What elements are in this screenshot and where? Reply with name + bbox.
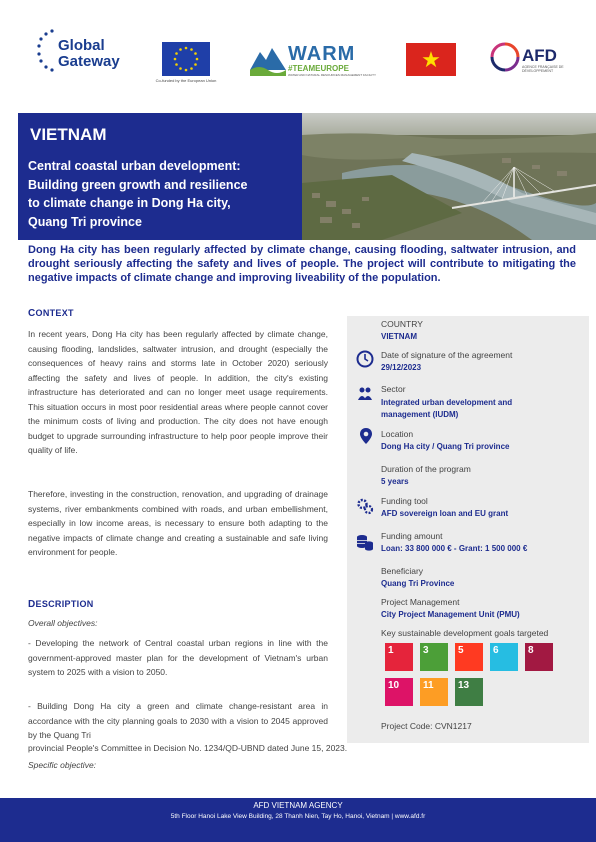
context-heading-cap: C [28,308,36,319]
star-ring-icon [36,28,58,72]
gears-icon [356,497,374,515]
date-label: Date of signature of the agreement [381,350,513,360]
context-paragraph-1: In recent years, Dong Ha city has been regularly affected by climate change, causing flooding, landslides, saltwater intrusion, and drought (especially the consequences of heavy rains and storms late in October 2020) seriously affecting the safety and lives of people. In addition, the city's existing infrastructure has deteriorated and can no longer meet usage requirements. This situation occurs in most poor residential areas where people cannot cover the minimum costs of living and production. The city does not have enough budget to upgrade surrounding infrastructure to help poor people improve their quality of life. [28,329,328,455]
warm-title: WARM [288,43,356,65]
overall-objectives-label: Overall objectives: [28,618,98,628]
project-management-label: Project Management [381,597,460,607]
description-heading [28,599,94,610]
funding-amount-value: Loan: 33 800 000 € - Grant: 1 500 000 € [381,544,528,553]
sdg-tile [455,643,483,671]
footer-address: 5th Floor Hanoi Lake View Building, 28 Thanh Nien, Tay Ho, Hanoi, Vietnam | www.afd.fr [170,813,426,820]
project-code: Project Code: CVN1217 [381,721,472,731]
sector-people-icon [356,385,374,403]
sdg-number: 13 [458,680,470,691]
sdg-number: 5 [458,645,464,656]
afd-caption: AGENCE FRANÇAISE DE DÉVELOPPEMENT [522,65,564,73]
objective-bullet-2: - Building Dong Ha city a green and climate change-resistant area in accordance with the city planning goals to 2030 with a vision to 2045 approved by the Quang Tri [28,701,328,740]
sdg-number: 11 [423,680,434,691]
description-heading-rest: ESCRIPTION [35,599,94,609]
sdg-number: 3 [423,645,429,656]
project-title [28,157,293,231]
sector-value-line2: management (IUDM) [381,410,459,419]
sdg-label: Key sustainable development goals targeted [381,628,549,638]
sdg-tile [490,643,518,671]
global-gateway-logo [36,28,136,80]
global-gateway-line2: Gateway [58,53,120,70]
funding-tool-value: AFD sovereign loan and EU grant [381,509,509,518]
location-pin-icon [357,427,375,445]
context-heading-rest: ONTEXT [35,308,74,318]
project-title-line: Building green growth and resilience [28,177,248,192]
star-icon: ★ [421,47,441,72]
objective-bullet-2-tail: provincial People's Committee in Decision No. 1234/QD-UBND dated June 15, 2023. [28,743,348,753]
sdg-tile [420,643,448,671]
funding-amount-label: Funding amount [381,531,443,541]
title-band [18,113,302,240]
eu-stars-icon [162,42,210,76]
footer [0,798,596,842]
duration-label: Duration of the program [381,464,471,474]
lead-paragraph: Dong Ha city has been regularly affected by climate change, causing flooding, saltwater intrusion, and drought seriously affecting the safety and lives of people. The project will contribute to mitigating the negative impacts of climate change and improving liveability of the population. [28,244,576,284]
context-heading [28,308,74,319]
beneficiary-label: Beneficiary [381,566,424,576]
sdg-number: 1 [388,645,394,656]
sdg-tile [385,643,413,671]
sdg-number: 6 [493,645,499,656]
specific-objective-label: Specific objective: [28,760,97,770]
afd-logo [490,42,570,82]
vietnam-flag [406,43,456,76]
duration-value: 5 years [381,477,409,486]
warm-mountain-icon [250,44,286,76]
afd-ring-icon [490,42,520,72]
sdg-tile [525,643,553,671]
sdg-tile [385,678,413,706]
sector-label: Sector [381,384,406,394]
description-heading-cap: D [28,599,36,610]
country-value: VIETNAM [381,332,417,341]
objective-bullet-1: - Developing the network of Central coastal urban regions in line with the government-approved master plan for the development of Vietnam's urban system to 2025 with a vision to 2050. [28,638,328,677]
sdg-tile [455,678,483,706]
beneficiary-value: Quang Tri Province [381,579,455,588]
sdg-number: 8 [528,645,534,656]
global-gateway-line1: Global [58,37,105,54]
project-title-line: to climate change in Dong Ha city, [28,196,231,210]
calendar-icon [356,350,374,368]
global-gateway-wordmark [58,38,120,70]
aerial-city-photo [302,113,596,240]
footer-agency: AFD VIETNAM AGENCY [253,801,343,810]
location-value: Dong Ha city / Quang Tri province [381,442,510,451]
eu-flag-logo [162,42,210,76]
sdg-tile [420,678,448,706]
country-label: COUNTRY [381,319,423,329]
date-value: 29/12/2023 [381,363,422,372]
context-paragraph-2: Therefore, investing in the construction, renovation, and upgrading of drainage systems, river embankments combined with roads, and urban embellishment, especially in low income areas, is necessary to ensure both adapting to the negative impacts of climate change and creating a sustainable and safe living environment for people. [28,489,328,557]
project-management-value: City Project Management Unit (PMU) [381,610,520,619]
eu-caption: Co-funded by the European Union [155,78,217,83]
country-title: VIETNAM [30,125,107,144]
warm-logo [250,44,375,84]
sdg-number: 10 [388,680,400,691]
coins-icon [355,532,375,552]
warm-subtitle: #TEAMEUROPE [288,64,349,73]
afd-name: AFD [522,46,557,65]
project-title-line: Quang Tri province [28,214,142,229]
sdg-grid [385,643,585,711]
funding-tool-label: Funding tool [381,496,428,506]
project-title-line: Central coastal urban development: [28,159,241,173]
sector-value-line1: Integrated urban development and [381,398,513,407]
location-label: Location [381,429,414,439]
warm-caption: WATER AND NATURAL RESOURCES MANAGEMENT FACILITY [288,73,376,77]
